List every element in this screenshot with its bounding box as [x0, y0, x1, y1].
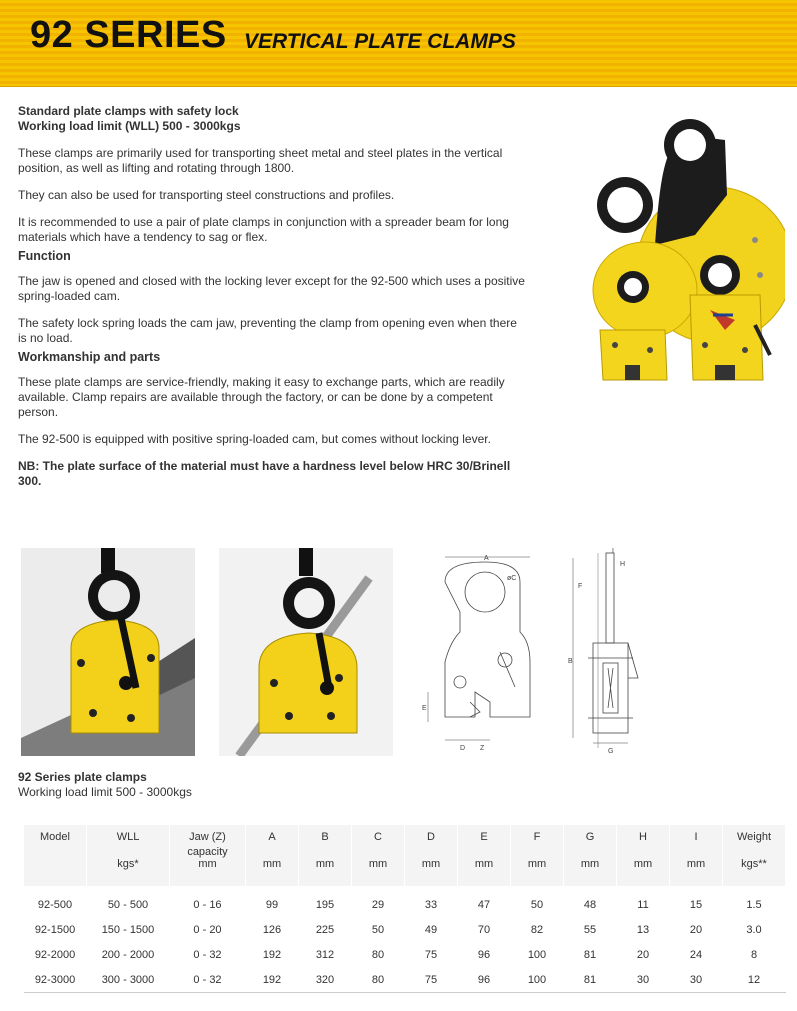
table-cell: 92-1500	[34, 923, 76, 936]
table-cell: 225	[315, 923, 335, 936]
dim-d-label: D	[460, 745, 466, 752]
table-row	[24, 942, 786, 967]
header-text	[723, 846, 785, 858]
table-cell: 200 - 2000	[101, 948, 155, 961]
table-cell: 75	[424, 948, 438, 961]
table-cell: 195	[315, 898, 335, 911]
table-row	[24, 967, 786, 993]
table-cell: 126	[262, 923, 282, 936]
th-a	[246, 825, 299, 886]
header-text: mm	[580, 858, 600, 870]
header-text: A	[268, 831, 276, 843]
table-cell: 20	[636, 948, 650, 961]
table-cell: 11	[637, 898, 649, 911]
header-text: F	[533, 831, 541, 843]
header-text	[246, 846, 298, 858]
dim-b-label: B	[568, 658, 573, 665]
table-cell: 20	[689, 923, 703, 936]
header-text: mm	[368, 858, 388, 870]
th-jaw	[170, 825, 246, 886]
paragraph-4: The jaw is opened and closed with the locking lever except for the 92-500 which uses a positive spring-loaded cam.	[18, 274, 525, 303]
header-text: mm	[315, 858, 335, 870]
paragraph-5: The safety lock spring loads the cam jaw, preventing the clamp from opening even when there is no load.	[18, 316, 517, 345]
dim-i-label: I	[612, 548, 614, 555]
table-cell: 0 - 32	[193, 948, 222, 961]
table-cell: 55	[583, 923, 597, 936]
intro-line-1: Standard plate clamps with safety lock	[18, 104, 239, 118]
table-cell: 99	[265, 898, 279, 911]
th-e	[458, 825, 511, 886]
spec-table-header	[24, 825, 786, 886]
header-text: D	[427, 831, 435, 843]
th-d	[405, 825, 458, 886]
table-cell: 312	[315, 948, 335, 961]
page-header	[0, 0, 797, 87]
series-table-subtitle: Working load limit 500 - 3000kgs	[18, 785, 192, 799]
table-cell: 80	[371, 948, 385, 961]
table-cell: 0 - 16	[193, 898, 222, 911]
header-text	[87, 846, 169, 858]
workmanship-heading: Workmanship and parts	[18, 350, 161, 364]
table-cell: 33	[424, 898, 438, 911]
table-cell: 30	[670, 967, 723, 993]
header-text: kgs**	[741, 858, 767, 870]
header-text: mm	[421, 858, 441, 870]
header-text: mm	[198, 858, 217, 870]
nb-note: NB: The plate surface of the material must have a hardness level below HRC 30/Brinell 300.	[18, 459, 511, 488]
paragraph-6: These plate clamps are service-friendly, making it easy to exchange parts, which are readily available. Clamp repairs are available through the factory, or can be done by a competent person.	[18, 375, 505, 419]
header-text: WLL	[116, 831, 140, 843]
series-title: 92 SERIES	[30, 14, 227, 56]
table-cell: 75	[405, 967, 458, 993]
header-text: mm	[686, 858, 706, 870]
table-cell: 92-500	[37, 898, 73, 911]
header-text: Model	[40, 831, 70, 843]
table-cell: 50	[530, 898, 544, 911]
series-subtitle: VERTICAL PLATE CLAMPS	[244, 30, 516, 53]
th-model	[24, 825, 87, 886]
dim-h-label: H	[620, 561, 626, 568]
header-text	[299, 846, 351, 858]
paragraph-7: The 92-500 is equipped with positive spring-loaded cam, but comes without locking lever.	[18, 432, 491, 446]
th-weight	[723, 825, 786, 886]
header-text	[564, 846, 616, 858]
th-h	[617, 825, 670, 886]
header-text	[617, 846, 669, 858]
th-c	[352, 825, 405, 886]
paragraph-2: They can also be used for transporting steel constructions and profiles.	[18, 188, 395, 202]
table-cell: 0 - 32	[170, 967, 246, 993]
intro-line-2: Working load limit (WLL) 500 - 3000kgs	[18, 119, 241, 133]
series-table-title: 92 Series plate clamps	[18, 770, 147, 784]
table-cell: 49	[424, 923, 438, 936]
header-text: I	[694, 831, 698, 843]
header-text: Weight	[736, 831, 772, 843]
table-cell: 24	[689, 948, 703, 961]
dim-g-label: G	[608, 748, 614, 755]
description	[18, 104, 528, 501]
table-cell: 100	[527, 948, 547, 961]
table-cell: 3.0	[746, 923, 762, 936]
table-cell: 47	[477, 898, 491, 911]
table-cell: 48	[583, 898, 597, 911]
table-cell: 8	[750, 948, 758, 961]
table-cell: 80	[352, 967, 405, 993]
series-block	[18, 770, 192, 800]
header-text: C	[374, 831, 382, 843]
dim-f-label: F	[578, 583, 583, 590]
header-text: mm	[262, 858, 282, 870]
header-text	[352, 846, 404, 858]
th-i	[670, 825, 723, 886]
function-heading: Function	[18, 249, 71, 263]
intro	[18, 104, 528, 134]
table-cell: 1.5	[746, 898, 762, 911]
table-cell: 81	[564, 967, 617, 993]
header-text: mm	[527, 858, 547, 870]
header-text: E	[480, 831, 488, 843]
header-text: G	[585, 831, 595, 843]
table-cell: 100	[511, 967, 564, 993]
header-text: Jaw (Z)	[189, 831, 226, 843]
table-cell: 81	[583, 948, 597, 961]
paragraph-1: These clamps are primarily used for transporting sheet metal and steel plates in the vertical position, as well as lifting and rotating through 1800.	[18, 146, 503, 175]
table-cell: 150 - 1500	[101, 923, 155, 936]
product-image-clamps	[585, 115, 785, 400]
photo-clamp-on-bar	[219, 548, 393, 756]
table-cell: 300 - 3000	[87, 967, 170, 993]
table-cell: 192	[246, 967, 299, 993]
table-cell: 92-3000	[24, 967, 87, 993]
table-cell: 50	[371, 923, 385, 936]
table-cell: 50 - 500	[107, 898, 149, 911]
photo-clamp-on-plate	[21, 548, 195, 756]
table-cell: 12	[723, 967, 786, 993]
dim-a-label: A	[484, 555, 489, 562]
header-text: B	[321, 831, 329, 843]
table-cell: 29	[371, 898, 385, 911]
table-row	[24, 917, 786, 942]
header-text: H	[639, 831, 647, 843]
th-f	[511, 825, 564, 886]
table-cell: 192	[262, 948, 282, 961]
header-text	[670, 846, 722, 858]
header-text: mm	[474, 858, 494, 870]
dim-c-label: øC	[507, 575, 517, 582]
table-cell: 70	[477, 923, 491, 936]
table-cell: 13	[636, 923, 650, 936]
technical-drawing-front	[420, 552, 550, 762]
paragraph-3: It is recommended to use a pair of plate clamps in conjunction with a spreader beam for long materials which have a tendency to sag or flex.	[18, 215, 509, 244]
dim-z-label: Z	[480, 745, 485, 752]
table-row	[24, 886, 786, 917]
table-cell: 96	[477, 948, 491, 961]
dim-e-label: E	[422, 705, 427, 712]
header-text: capacity	[187, 846, 228, 858]
header-text	[458, 846, 510, 858]
header-text	[24, 846, 86, 858]
table-cell: 320	[299, 967, 352, 993]
th-wll	[87, 825, 170, 886]
table-cell: 0 - 20	[193, 923, 222, 936]
table-cell: 30	[617, 967, 670, 993]
header-text	[511, 846, 563, 858]
header-text	[405, 846, 457, 858]
spec-table	[23, 825, 786, 993]
technical-drawing-side	[568, 548, 648, 758]
table-cell: 15	[689, 898, 703, 911]
table-cell: 82	[530, 923, 544, 936]
header-text: kgs*	[117, 858, 139, 870]
table-cell: 92-2000	[34, 948, 76, 961]
table-cell: 96	[458, 967, 511, 993]
th-b	[299, 825, 352, 886]
th-g	[564, 825, 617, 886]
header-text: mm	[633, 858, 653, 870]
